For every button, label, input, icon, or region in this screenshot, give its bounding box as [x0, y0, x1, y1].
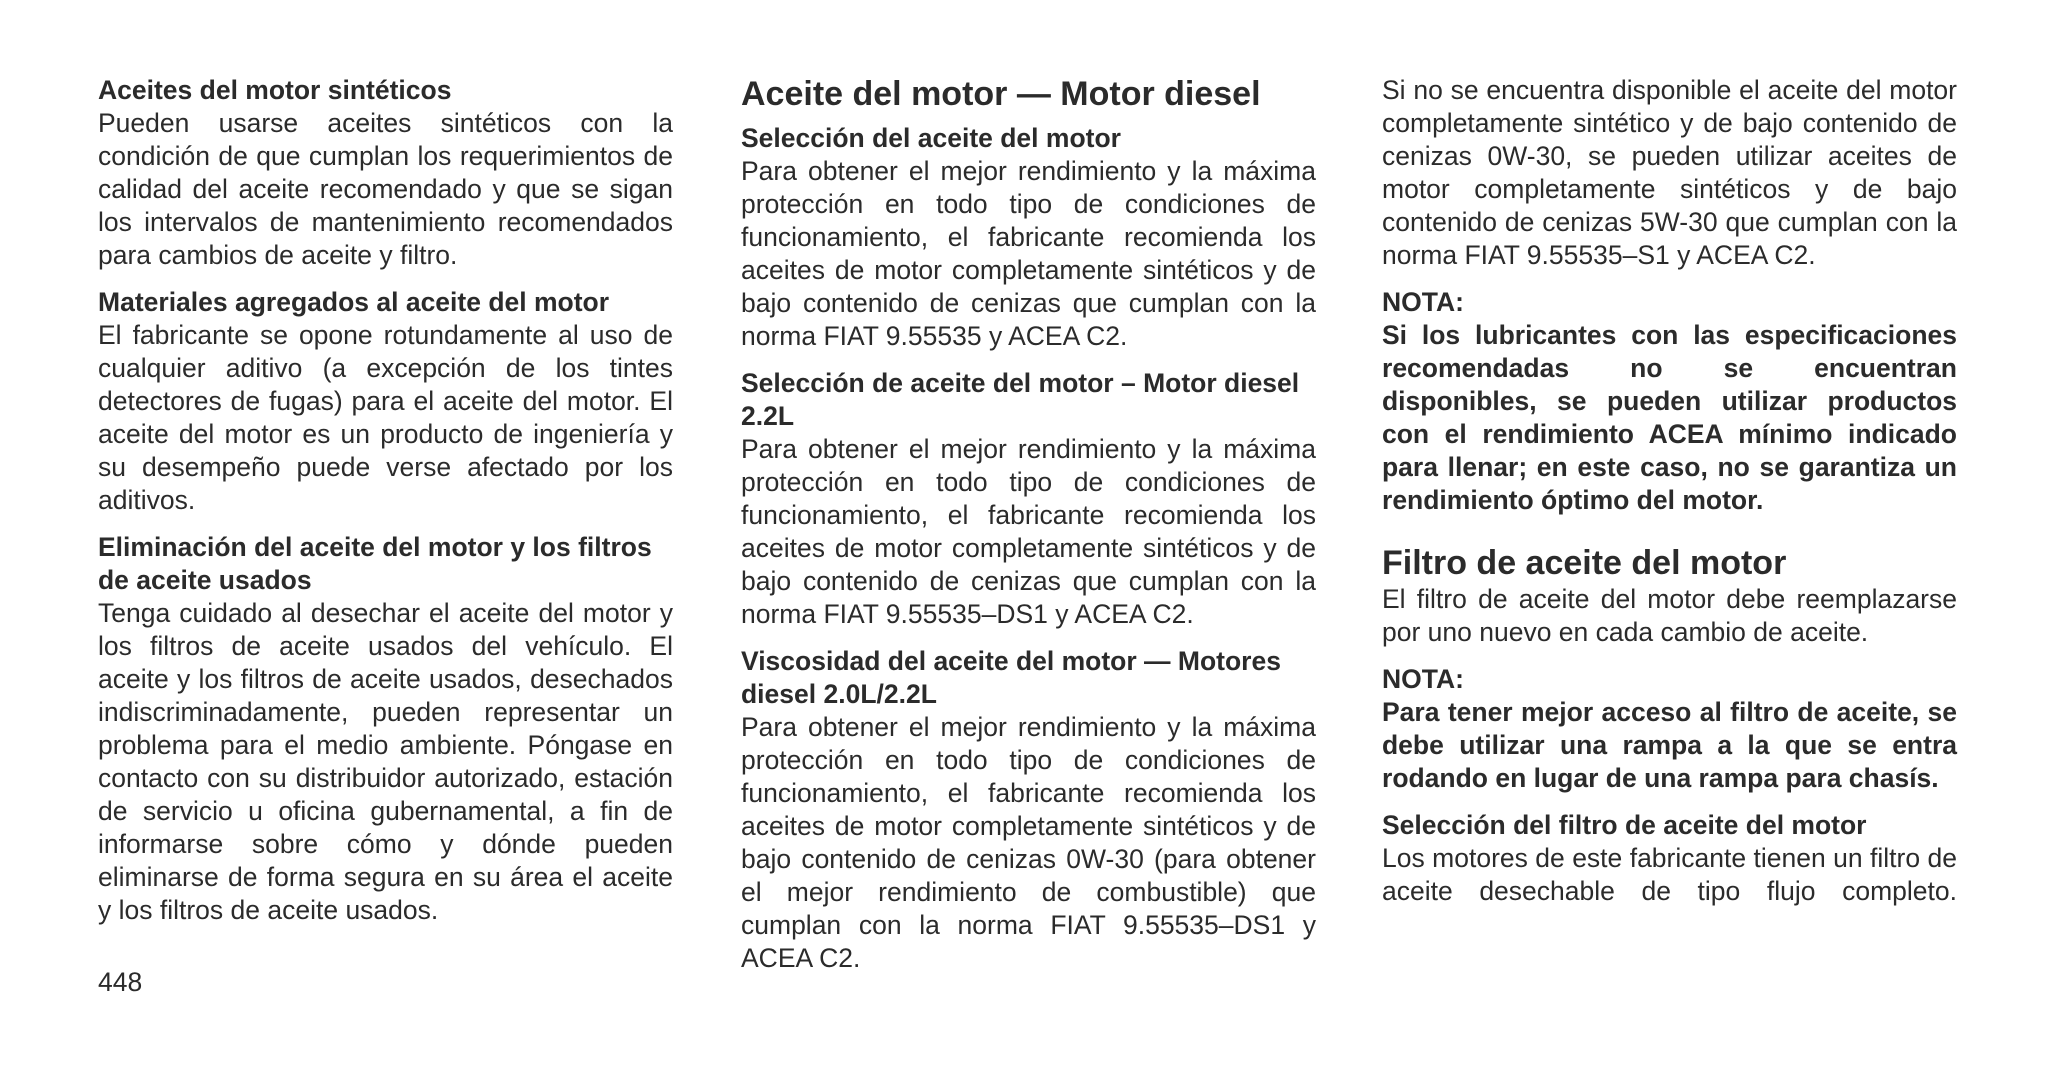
- paragraph-used-oil-disposal: Tenga cuidado al desechar el aceite del motor y los filtros de aceite usados del vehículo. El aceite y los filtros de aceite usados, desechados indiscriminadamente, pueden representar un problema para el medio ambiente. Póngase en contacto con su distribuidor autorizado, estación de servicio u oficina gubernamental, a fin de informarse sobre cómo y dónde pueden eliminarse de forma segura en su área el aceite y los filtros de aceite usados.: [98, 598, 673, 925]
- heading-oil-additives: Materiales agregados al aceite del motor: [98, 287, 610, 317]
- section-title-oil-filter: Filtro de aceite del motor: [1382, 544, 1787, 582]
- page-number: 448: [98, 967, 143, 997]
- paragraph-oil-filter: El filtro de aceite del motor debe reemplazarse por uno nuevo en cada cambio de aceite.: [1382, 584, 1957, 647]
- heading-oil-viscosity: Viscosidad del aceite del motor — Motores diesel 2.0L/2.2L: [741, 646, 1281, 709]
- heading-oil-selection: Selección del aceite del motor: [741, 123, 1121, 153]
- column-left: [98, 74, 673, 927]
- paragraph-oil-selection-22l: Para obtener el mejor rendimiento y la máxima protección en todo tipo de condiciones de funcionamiento, el fabricante recomienda los aceites de motor completamente sintéticos y de bajo contenido de cenizas que cumplan con la norma FIAT 9.55535–DS1 y ACEA C2.: [741, 434, 1316, 629]
- note-label: NOTA:: [1382, 664, 1464, 694]
- paragraph-oil-selection: Para obtener el mejor rendimiento y la máxima protección en todo tipo de condiciones de funcionamiento, el fabricante recomienda los aceites de motor completamente sintéticos y de bajo contenido de cenizas que cumplan con la norma FIAT 9.55535 y ACEA C2.: [741, 156, 1316, 351]
- paragraph-alternative-oil: Si no se encuentra disponible el aceite del motor completamente sintético y de bajo contenido de cenizas 0W-30, se pueden utilizar aceites de motor completamente sintéticos y de bajo contenido de cenizas 5W-30 que cumplan con la norma FIAT 9.55535–S1 y ACEA C2.: [1382, 75, 1957, 270]
- paragraph-oil-additives: El fabricante se opone rotundamente al uso de cualquier aditivo (a excepción de los tintes detectores de fugas) para el aceite del motor. El aceite del motor es un producto de ingeniería y su desempeño puede verse afectado por los aditivos.: [98, 320, 673, 515]
- section-title-diesel-oil: Aceite del motor — Motor diesel: [741, 75, 1261, 113]
- note-text-ramp: Para tener mejor acceso al filtro de aceite, se debe utilizar una rampa a la que se entra rodando en lugar de una rampa para chasís.: [1382, 697, 1957, 793]
- heading-used-oil-disposal: Eliminación del aceite del motor y los filtros de aceite usados: [98, 532, 652, 595]
- heading-filter-selection: Selección del filtro de aceite del motor: [1382, 810, 1867, 840]
- note-label: NOTA:: [1382, 287, 1464, 317]
- heading-synthetic-oils: Aceites del motor sintéticos: [98, 75, 452, 105]
- column-middle: [741, 74, 1316, 975]
- paragraph-filter-selection: Los motores de este fabricante tienen un filtro de aceite desechable de tipo flujo completo.: [1382, 843, 1957, 906]
- paragraph-oil-viscosity: Para obtener el mejor rendimiento y la máxima protección en todo tipo de condiciones de funcionamiento, el fabricante recomienda los aceites de motor completamente sintéticos y de bajo contenido de cenizas 0W-30 (para obtener el mejor rendimiento de combustible) que cumplan con la norma FIAT 9.55535–DS1 y ACEA C2.: [741, 712, 1316, 973]
- heading-oil-selection-22l: Selección de aceite del motor – Motor diesel 2.2L: [741, 368, 1300, 431]
- paragraph-synthetic-oils: Pueden usarse aceites sintéticos con la condición de que cumplan los requerimientos de calidad del aceite recomendado y que se sigan los intervalos de mantenimiento recomendados para cambios de aceite y filtro.: [98, 108, 673, 270]
- column-right: [1382, 74, 1957, 908]
- note-text-lubricants: Si los lubricantes con las especificaciones recomendadas no se encuentran disponibles, se pueden utilizar productos con el rendimiento ACEA mínimo indicado para llenar; en este caso, no se garantiza un rendimiento óptimo del motor.: [1382, 320, 1957, 515]
